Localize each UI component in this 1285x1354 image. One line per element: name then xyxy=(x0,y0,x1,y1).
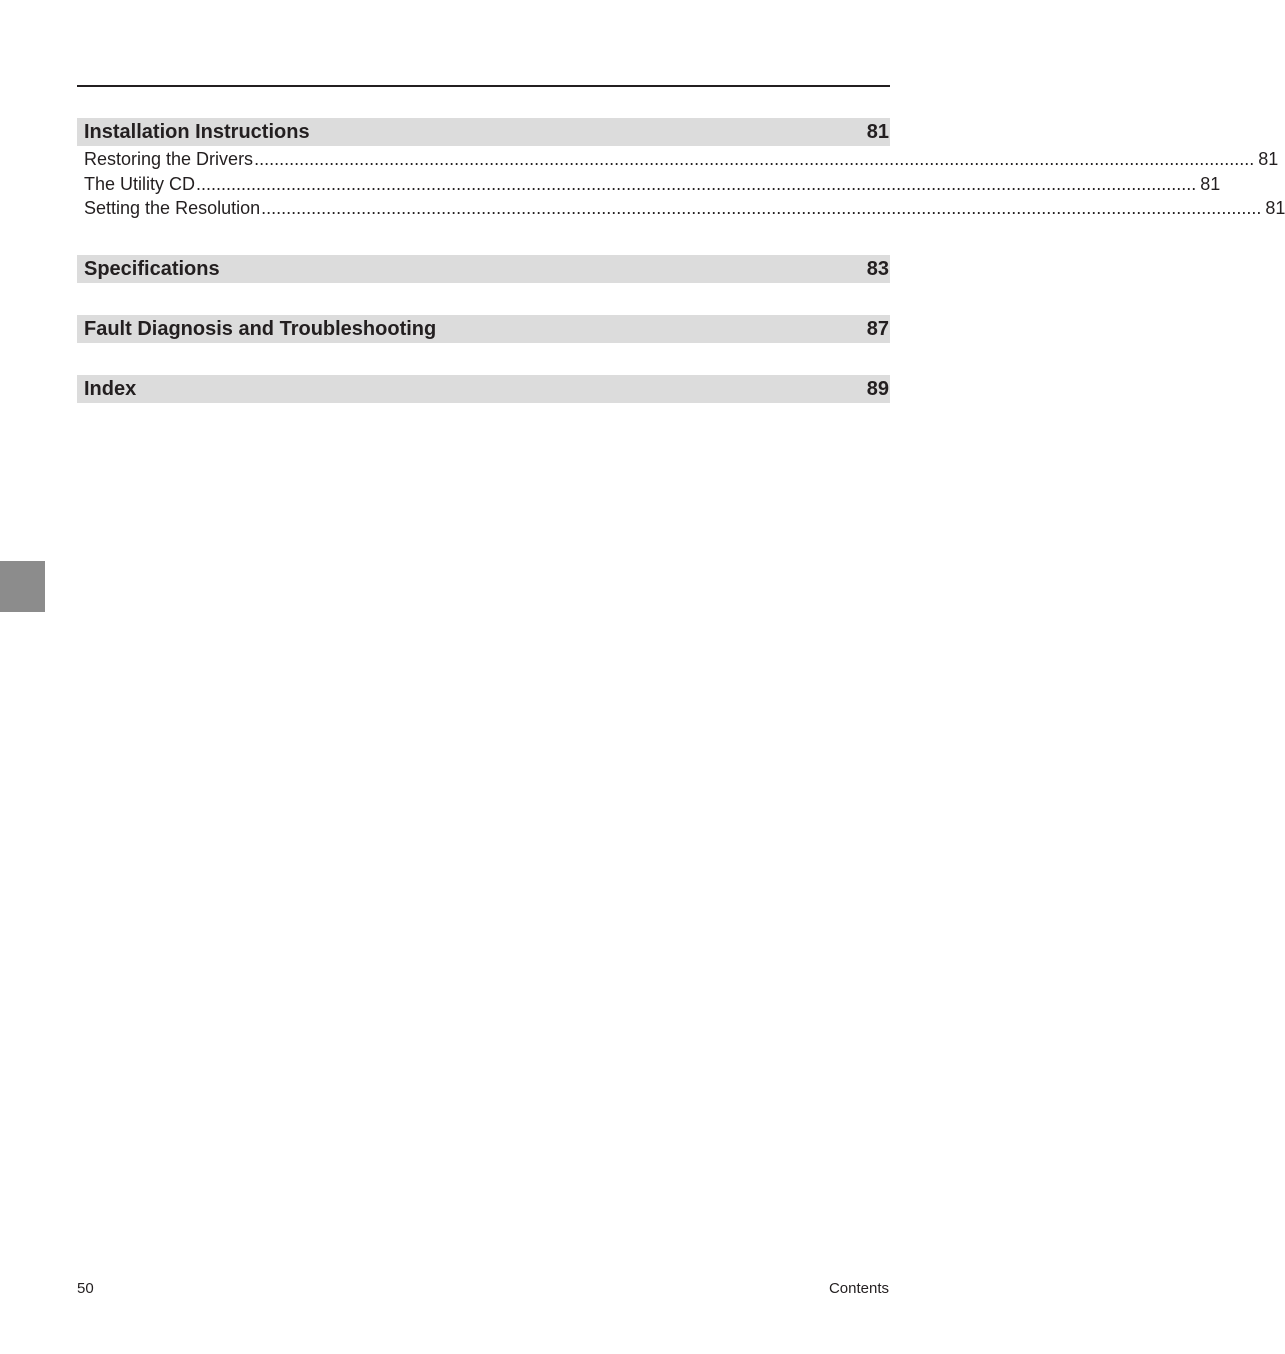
toc-entry[interactable] xyxy=(84,172,1221,197)
section-page: 83 xyxy=(866,257,889,280)
toc-section-index xyxy=(77,375,890,403)
chapter-side-tab xyxy=(0,561,45,612)
toc-section-installation xyxy=(77,118,1285,221)
entry-page: 81 xyxy=(1200,173,1221,194)
section-title: Specifications xyxy=(84,257,220,280)
dot-leader: ........................................................................................................................................................................................................ xyxy=(196,173,1197,194)
dot-leader: ........................................................................................................................................................................................................ xyxy=(261,198,1262,218)
entry-label: Setting the Resolution xyxy=(84,198,261,218)
section-page: 89 xyxy=(866,377,889,400)
toc-entry[interactable] xyxy=(84,196,1285,221)
section-title: Index xyxy=(84,377,137,400)
section-title: Installation Instructions xyxy=(84,121,310,143)
dot-leader: ........................................................................................................................................................................................................ xyxy=(254,149,1255,169)
top-rule xyxy=(77,85,890,87)
section-heading[interactable] xyxy=(77,118,890,146)
section-title: Fault Diagnosis and Troubleshooting xyxy=(84,317,437,340)
toc-entry[interactable] xyxy=(84,147,1279,172)
subsection-list xyxy=(77,147,1285,221)
section-heading[interactable] xyxy=(77,315,890,343)
entry-page: 81 xyxy=(1265,198,1285,218)
footer-section-label: Contents xyxy=(828,1280,889,1297)
toc-section-specifications xyxy=(77,255,890,283)
table-of-contents xyxy=(77,118,1285,435)
entry-label: Restoring the Drivers xyxy=(84,149,254,169)
section-page: 81 xyxy=(866,121,889,143)
section-page: 87 xyxy=(866,317,889,340)
section-heading[interactable] xyxy=(77,375,890,403)
section-heading[interactable] xyxy=(77,255,890,283)
toc-section-troubleshooting xyxy=(77,315,890,343)
entry-page: 81 xyxy=(1258,149,1279,169)
footer-page-number: 50 xyxy=(77,1280,94,1297)
entry-label: The Utility CD xyxy=(84,173,196,194)
